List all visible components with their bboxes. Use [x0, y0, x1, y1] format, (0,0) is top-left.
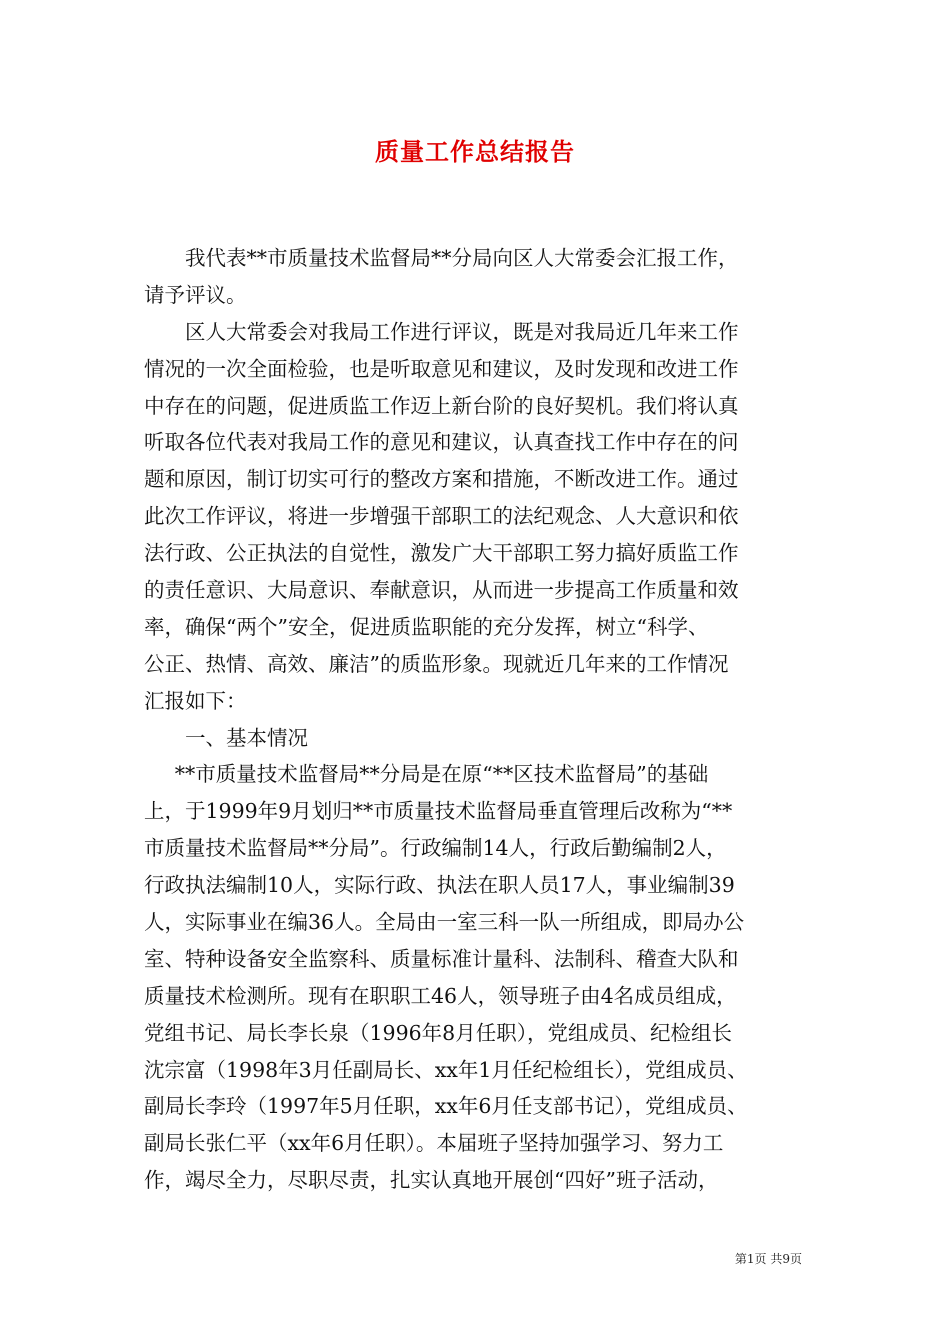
text-line: 作，竭尽全力，尽职尽责，扎实认真地开展创“四好”班子活动， [144, 1168, 719, 1193]
text-line: 沈宗富（1998年3月任副局长、xx年1月任纪检组长），党组成员、 [144, 1057, 748, 1082]
text-line: **市质量技术监督局**分局是在原“**区技术监督局”的基础 [174, 762, 709, 787]
text-line: 请予评议。 [144, 282, 247, 307]
text-line: 室、特种设备安全监察科、质量标准计量科、法制科、稽查大队和 [144, 946, 739, 971]
text-line: 听取各位代表对我局工作的意见和建议，认真查找工作中存在的问 [144, 430, 739, 455]
text-line: 我代表**市质量技术监督局**分局向区人大常委会汇报工作， [185, 246, 739, 270]
text-line: 人，实际事业在编36人。全局由一室三科一队一所组成，即局办公 [144, 910, 745, 935]
text-line: 题和原因，制订切实可行的整改方案和措施，不断改进工作。通过 [144, 467, 739, 492]
page-footer: 第1页 共9页 [734, 1252, 802, 1266]
text-line: 党组书记、局长李长泉（1996年8月任职），党组成员、纪检组长 [144, 1020, 732, 1045]
text-line: 一、基本情况 [185, 725, 308, 750]
text-line: 市质量技术监督局**分局”。行政编制14人，行政后勤编制2人， [144, 836, 727, 861]
text-line: 此次工作评议，将进一步增强干部职工的法纪观念、人大意识和依 [144, 504, 739, 529]
text-line: 汇报如下： [144, 688, 247, 713]
text-line: 质量技术检测所。现有在职职工46人，领导班子由4名成员组成， [144, 983, 737, 1008]
text-line: 上，于1999年9月划归**市质量技术监督局垂直管理后改称为“** [144, 799, 733, 824]
text-line: 法行政、公正执法的自觉性，激发广大干部职工努力搞好质监工作 [144, 541, 739, 566]
text-line: 情况的一次全面检验，也是听取意见和建议，及时发现和改进工作 [144, 356, 739, 381]
text-line: 的责任意识、大局意识、奉献意识，从而进一步提高工作质量和效 [144, 578, 739, 603]
text-line: 中存在的问题，促进质监工作迈上新台阶的良好契机。我们将认真 [144, 393, 739, 418]
text-line: 公正、热情、高效、廉洁”的质监形象。现就近几年来的工作情况 [144, 651, 729, 676]
text-line: 行政执法编制10人，实际行政、执法在职人员17人，事业编制39 [144, 873, 735, 898]
document-body [144, 240, 820, 1199]
text-line: 区人大常委会对我局工作进行评议，既是对我局近几年来工作 [185, 319, 739, 344]
text-line: 副局长张仁平（xx年6月任职）。本届班子坚持加强学习、努力工 [144, 1131, 724, 1156]
text-line: 率，确保“两个”安全，促进质监职能的充分发挥，树立“科学、 [144, 614, 709, 639]
text-line: 副局长李玲（1997年5月任职，xx年6月任支部书记），党组成员、 [144, 1094, 748, 1119]
document-title: 质量工作总结报告 [375, 137, 575, 166]
